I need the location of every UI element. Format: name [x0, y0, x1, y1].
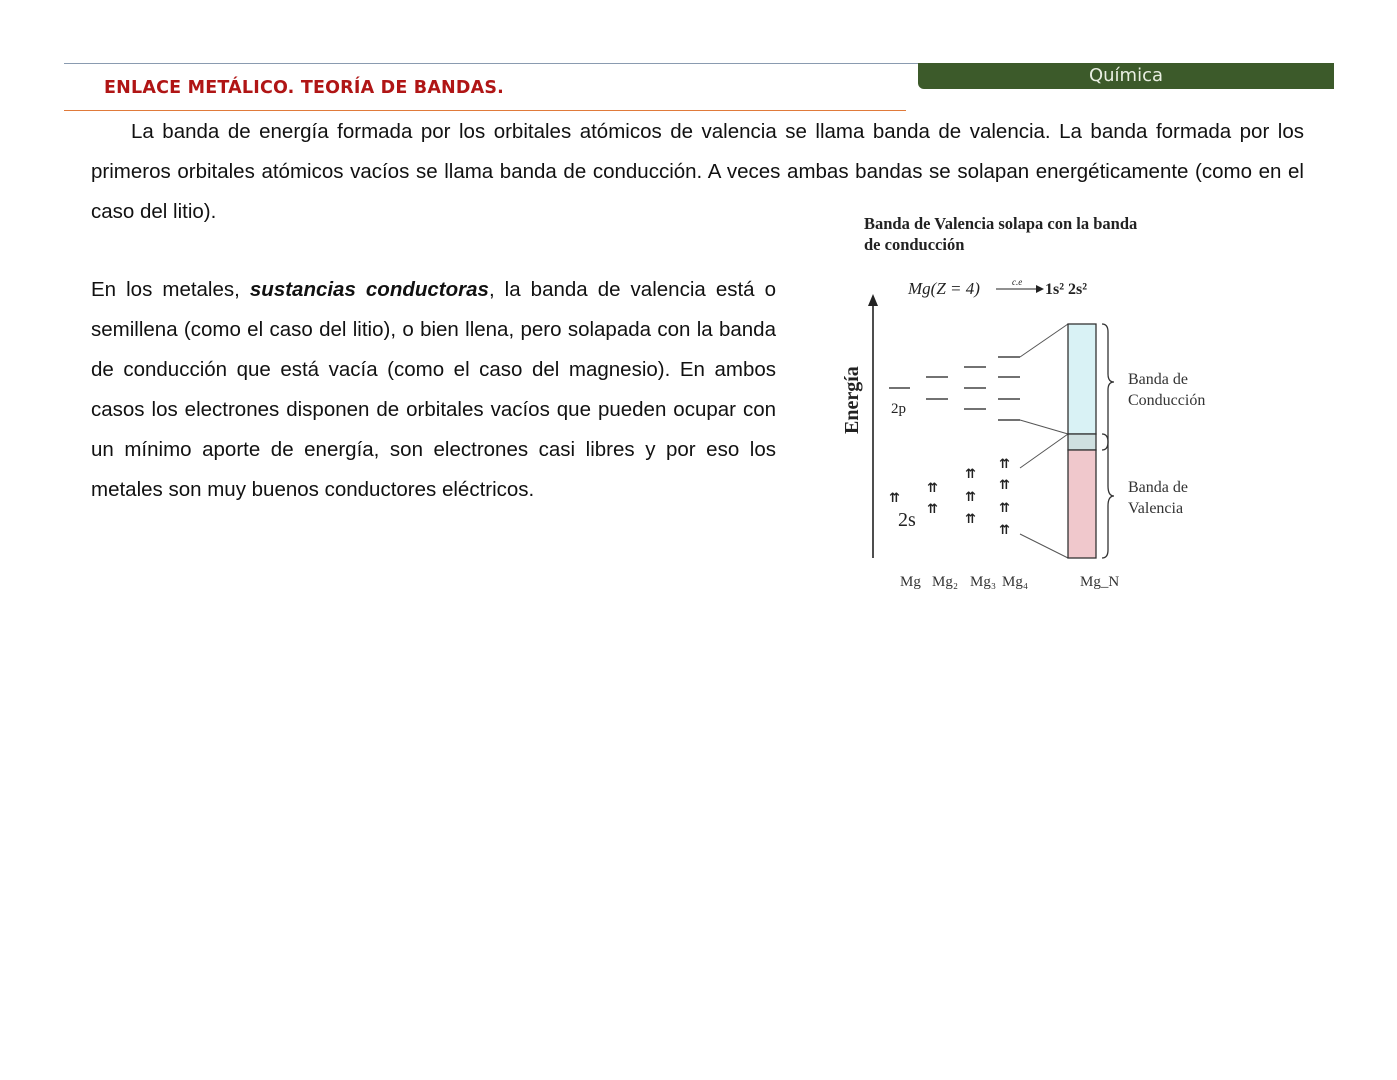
band-diagram-svg [836, 206, 1236, 606]
figure-title-line2: de conducción [864, 235, 965, 254]
x-label-mg2: Mg₂ [932, 574, 959, 590]
svg-text:⇈: ⇈ [965, 467, 976, 482]
x-label-mg: Mg [900, 574, 921, 590]
svg-text:⇈: ⇈ [999, 478, 1010, 493]
subject-label: Química [1088, 65, 1164, 86]
figure-title-line1: Banda de Valencia solapa con la banda [864, 214, 1138, 233]
formula-left: Mg(Z = 4) [908, 279, 980, 298]
levels-2p [889, 357, 1020, 420]
header-top-rule [64, 63, 920, 64]
title-underline [64, 110, 906, 111]
conduction-label-line2: Conducción [1128, 392, 1206, 409]
x-label-mg3: Mg₃ [970, 574, 997, 590]
svg-text:⇈: ⇈ [999, 523, 1010, 538]
svg-text:⇈: ⇈ [965, 512, 976, 527]
emphasis-conductoras: sustancias conductoras [249, 278, 489, 301]
conduction-label-line1: Banda de [1128, 371, 1188, 388]
band-overlap [1068, 434, 1096, 450]
formula-arrow-label: c.e [1012, 277, 1023, 287]
subject-tab [918, 63, 1334, 89]
band-connectors [1020, 324, 1068, 558]
x-axis-labels [900, 574, 1119, 590]
energy-axis-label: Energía [841, 366, 863, 434]
level-2s-label: 2s [898, 509, 916, 531]
x-label-mgn: Mg_N [1080, 574, 1120, 590]
svg-text:⇈: ⇈ [965, 490, 976, 505]
formula-arrow-head [1036, 285, 1044, 293]
svg-text:⇈: ⇈ [999, 457, 1010, 472]
metals-paragraph-rest: , la banda de valencia está o semillena (como el caso del litio), o bien llena, pero solapada con la banda de conducción que está vacía (como el caso del magnesio). En ambos casos los electrones disponen de orbitales vacíos que pueden ocupar con un mínimo aporte de energía, son electrones casi libres y por eso los metales son muy buenos conductores eléctricos. [91, 278, 777, 501]
x-label-mg4: Mg₄ [1002, 574, 1029, 590]
valence-label-line1: Banda de [1128, 479, 1188, 496]
valence-label-line2: Valencia [1128, 500, 1184, 517]
conduction-band [1068, 324, 1096, 434]
svg-text:⇈: ⇈ [999, 501, 1010, 516]
svg-text:⇈: ⇈ [927, 502, 938, 517]
valence-band [1068, 450, 1096, 558]
metals-paragraph-start: En los metales, [91, 278, 250, 301]
formula-right: 1s² 2s² [1045, 281, 1088, 298]
document-title: ENLACE METÁLICO. TEORÍA DE BANDAS. [104, 78, 505, 98]
valence-brace [1102, 434, 1114, 558]
band-diagram [836, 206, 1236, 606]
svg-text:⇈: ⇈ [889, 491, 900, 506]
level-2p-label: 2p [891, 401, 906, 417]
svg-text:⇈: ⇈ [927, 481, 938, 496]
energy-axis-arrow [868, 294, 878, 306]
metals-paragraph [91, 270, 776, 510]
conduction-brace [1102, 324, 1114, 450]
intro-paragraph: La banda de energía formada por los orbitales atómicos de valencia se llama banda de valencia. La banda formada por los primeros orbitales atómicos vacíos se llama banda de conducción. A veces ambas bandas se solapan energéticamente (como en el caso del litio). [91, 120, 1304, 223]
